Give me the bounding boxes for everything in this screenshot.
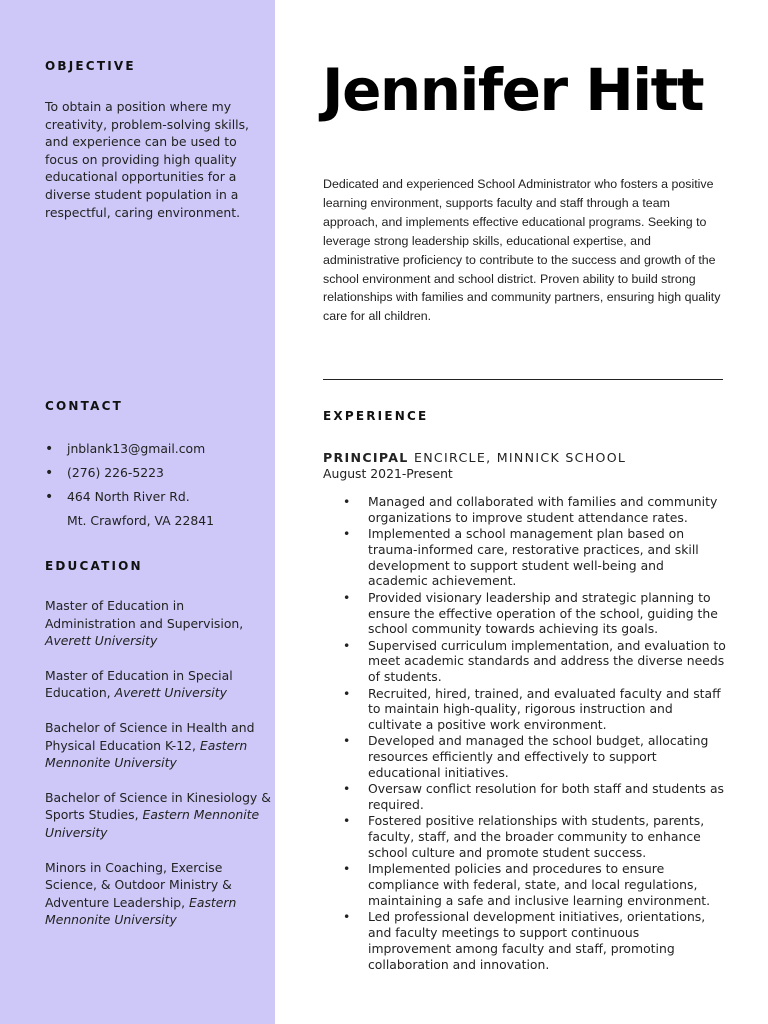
education-degree: Bachelor of Science in Kinesiology & Sports Studies, [45, 789, 271, 823]
education-item [45, 859, 277, 929]
education-school: Eastern Mennonite University [45, 737, 248, 771]
sidebar [0, 0, 275, 1024]
job-duty: • Recruited, hired, trained, and evaluated faculty and staff to maintain high-quality, rigorous instruction and cultivate a positive work environment. [322, 686, 726, 733]
education-degree: Master of Education in Special Education, [45, 667, 233, 701]
education-item [45, 789, 277, 842]
experience-heading: EXPERIENCE [323, 409, 429, 423]
contact-email[interactable]: • jnblank13@gmail.com [45, 437, 214, 461]
job-organization: ENCIRCLE, MINNICK SCHOOL [413, 450, 627, 465]
job-duties-list [322, 494, 726, 973]
job-duty: • Supervised curriculum implementation, and evaluation to meet academic standards and address the diverse needs of students. [322, 638, 726, 685]
objective-text: To obtain a position where my creativity, problem-solving skills, and experience can be used to focus on providing high quality educational opportunities for a diverse student population in a respectful, caring environment. [45, 99, 249, 220]
contact-heading: CONTACT [45, 399, 123, 413]
job-duty: • Fostered positive relationships with students, parents, faculty, staff, and the broader community to enhance school culture and promote student success. [322, 813, 726, 860]
education-item [45, 719, 277, 772]
education-school: Averett University [114, 685, 227, 701]
section-divider [323, 379, 723, 380]
job-duty: • Provided visionary leadership and strategic planning to ensure the effective operation of the school, guiding the school community towards achieving its goals. [322, 590, 726, 637]
job-duty: • Developed and managed the school budget, allocating resources efficiently and effectively to support educational initiatives. [322, 733, 726, 780]
job-duty: • Led professional development initiatives, orientations, and faculty meetings to support continuous improvement among faculty and staff, promoting collaboration and innovation. [322, 909, 726, 972]
contact-phone[interactable]: • (276) 226-5223 [45, 461, 214, 485]
contact-list [45, 437, 214, 533]
education-school: Eastern Mennonite University [45, 894, 237, 928]
job-duty: • Oversaw conflict resolution for both staff and students as required. [322, 781, 726, 813]
job-duty: • Managed and collaborated with families and community organizations to improve student attendance rates. [322, 494, 726, 526]
education-degree: Minors in Coaching, Exercise Science, & Outdoor Ministry & Adventure Leadership, [45, 859, 232, 910]
education-heading: EDUCATION [45, 559, 143, 573]
education-item [45, 597, 277, 650]
contact-address-line1: • 464 North River Rd. [45, 485, 214, 509]
education-school: Eastern Mennonite University [45, 807, 260, 840]
job-dates: August 2021-Present [323, 466, 453, 481]
job-title-line [323, 450, 626, 465]
job-duty: • Implemented a school management plan based on trauma-informed care, restorative practices, and skill development to support student well-being and academic achievement. [322, 526, 726, 589]
summary-text: Dedicated and experienced School Administrator who fosters a positive learning environment, supports faculty and staff through a team approach, and implements effective educational programs. Seeking to leverage strong leadership skills, educational expertise, and administrative proficiency to contribute to the success and growth of the school environment and school district. Proven ability to build strong relationships with families and community partners, ensuring high quality care for all children. [323, 177, 721, 324]
job-duty: • Implemented policies and procedures to ensure compliance with federal, state, and local regulations, maintaining a safe and inclusive learning environment. [322, 861, 726, 908]
education-school: Averett University [45, 633, 158, 649]
objective-heading: OBJECTIVE [45, 59, 136, 73]
resume-name: Jennifer Hitt [322, 56, 704, 124]
contact-address-line2: Mt. Crawford, VA 22841 [67, 513, 214, 528]
education-degree: Bachelor of Science in Health and Physical Education K-12, [45, 719, 255, 753]
job-role: PRINCIPAL [323, 450, 409, 465]
education-degree: Master of Education in Administration and Supervision, [45, 598, 244, 631]
education-list [45, 597, 277, 946]
education-item [45, 667, 277, 702]
